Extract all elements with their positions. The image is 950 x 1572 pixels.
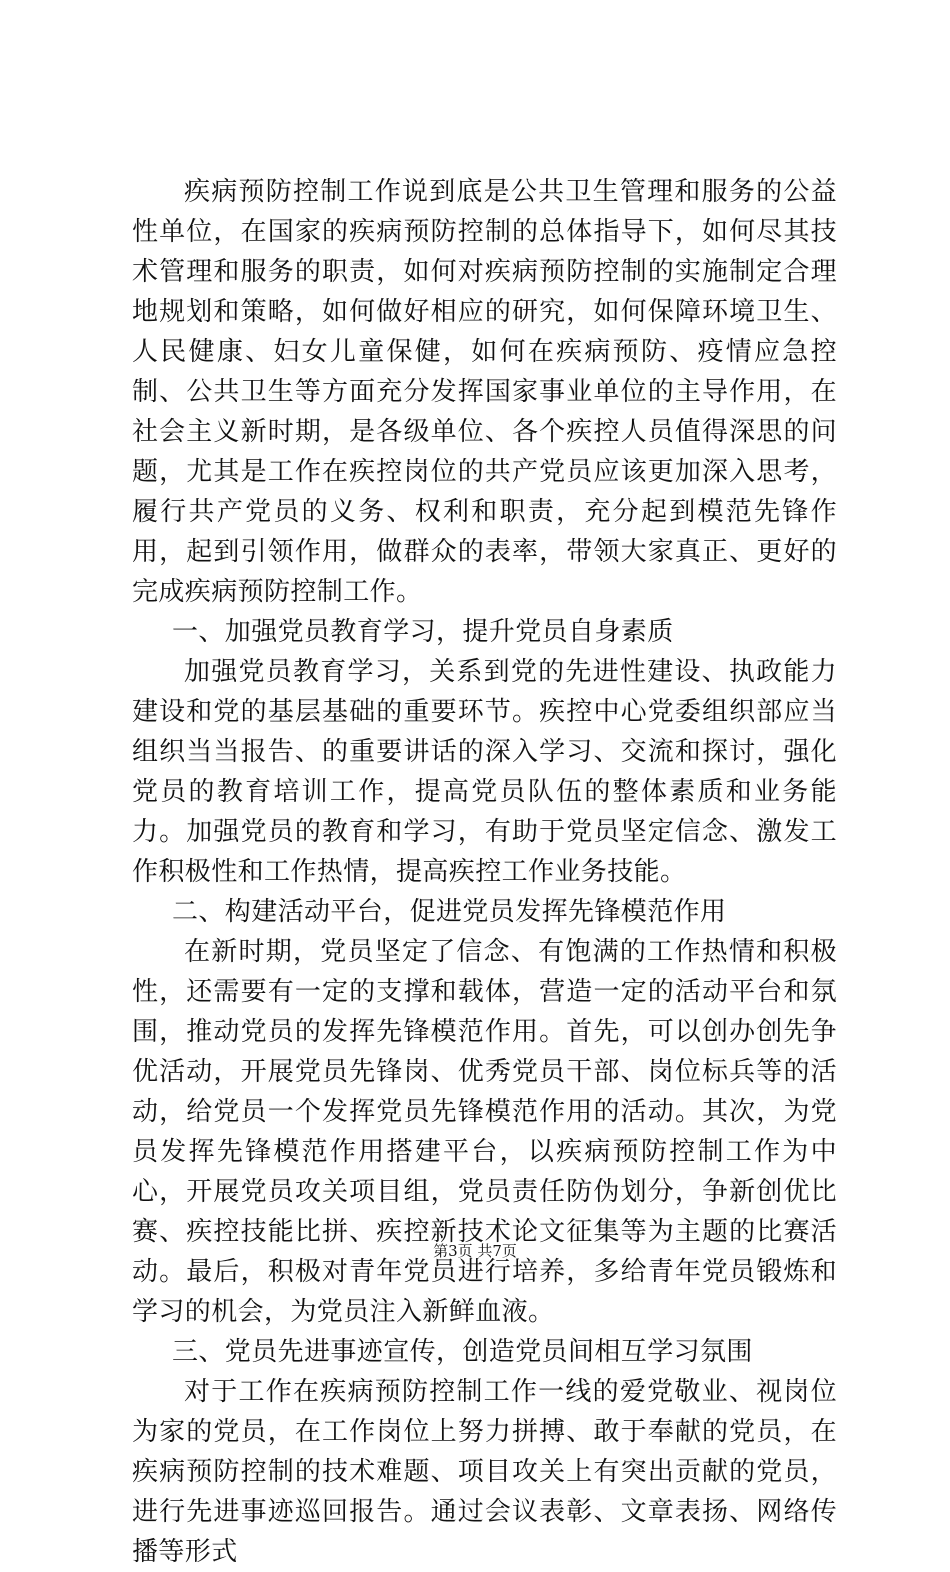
paragraph-intro: 疾病预防控制工作说到底是公共卫生管理和服务的公益性单位，在国家的疾病预防控制的总体指导下，如何尽其技术管理和服务的职责，如何对疾病预防控制的实施制定合理地规划和策略，如何做好相应的研究，如何保障环境卫生、人民健康、妇女儿童保健，如何在疾病预防、疫情应急控制、公共卫生等方面充分发挥国家事业单位的主导作用，在社会主义新时期，是各级单位、各个疾控人员值得深思的问题，尤其是工作在疾控岗位的共产党员应该更加深入思考，履行共产党员的义务、权利和职责，充分起到模范先锋作用，起到引领作用，做群众的表率，带领大家真正、更好的完成疾病预防控制工作。	[132, 177, 837, 607]
paragraph-section-1: 加强党员教育学习，关系到党的先进性建设、执政能力建设和党的基层基础的重要环节。疾控中心党委组织部应当组织当当报告、的重要讲话的深入学习、交流和探讨，强化党员的教育培训工作，提高党员队伍的整体素质和业务能力。加强党员的教育和学习，有助于党员坚定信念、激发工作积极性和工作热情，提高疾控工作业务技能。	[132, 657, 837, 887]
paragraph-section-2: 在新时期，党员坚定了信念、有饱满的工作热情和积极性，还需要有一定的支撑和载体，营造一定的活动平台和氛围，推动党员的发挥先锋模范作用。首先，可以创办创先争优活动，开展党员先锋岗、优秀党员干部、岗位标兵等的活动，给党员一个发挥党员先锋模范作用的活动。其次，为党员发挥先锋模范作用搭建平台，以疾病预防控制工作为中心，开展党员攻关项目组，党员责任防伪划分，争新创优比赛、疾控技能比拼、疾控新技术论文征集等为主题的比赛活动。最后，积极对青年党员进行培养，多给青年党员锻炼和学习的机会，为党员注入新鲜血液。	[132, 937, 837, 1327]
paragraph-section-3: 对于工作在疾病预防控制工作一线的爱党敬业、视岗位为家的党员，在工作岗位上努力拼搏、敢于奉献的党员，在疾病预防控制的技术难题、项目攻关上有突出贡献的党员，进行先进事迹巡回报告。通过会议表彰、文章表扬、网络传播等形式	[132, 1377, 837, 1567]
document-body	[132, 172, 837, 1572]
section-heading-2: 二、构建活动平台，促进党员发挥先锋模范作用	[172, 897, 727, 927]
section-heading-1: 一、加强党员教育学习，提升党员自身素质	[172, 617, 674, 647]
page-number-footer: 第3页 共7页	[433, 1242, 517, 1260]
section-heading-3: 三、党员先进事迹宣传，创造党员间相互学习氛围	[172, 1337, 753, 1367]
